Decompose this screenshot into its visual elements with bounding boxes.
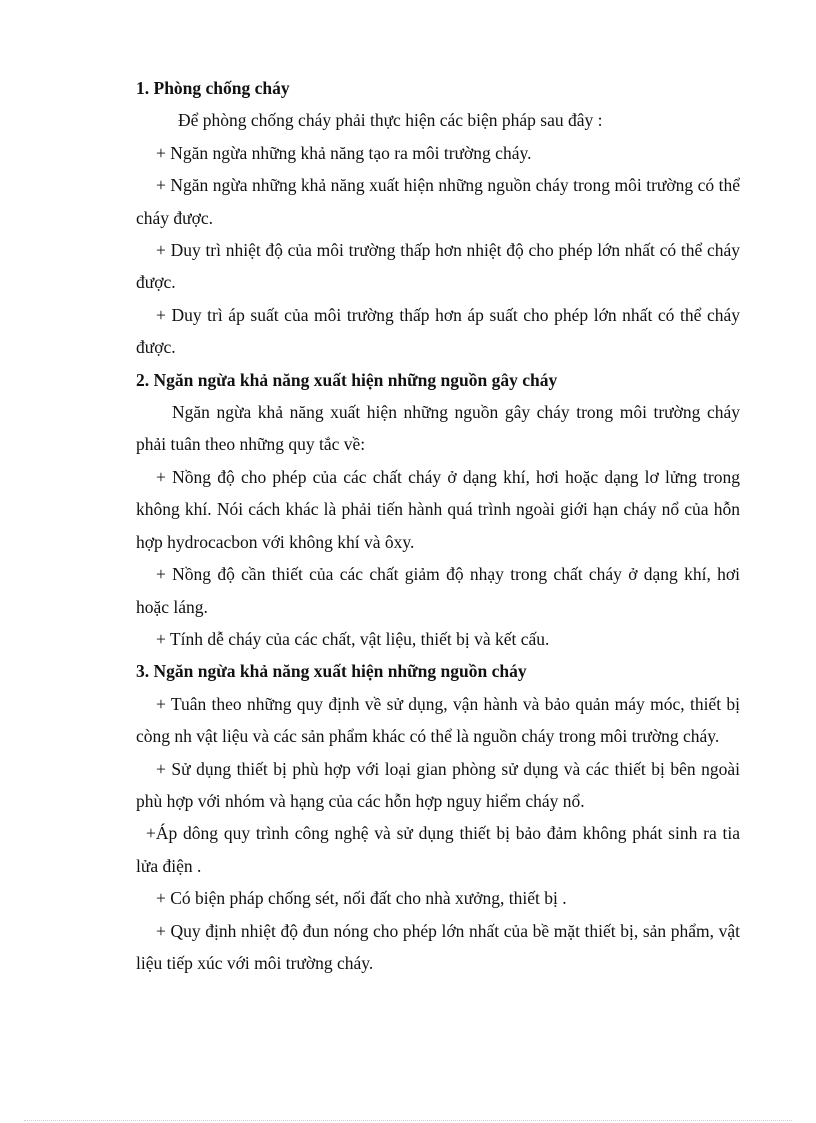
section-3-heading: 3. Ngăn ngừa khả năng xuất hiện những nguồn cháy <box>136 661 527 682</box>
section-2-item: + Nồng độ cho phép của các chất cháy ở dạng khí, hơi hoặc dạng lơ lửng trong không khí. Nói cách khác là phải tiến hành quá trình ngoài giới hạn cháy nổ của hỗn hợp hydrocacbon với không khí và ôxy. <box>136 466 740 552</box>
section-2-item: + Tính dễ cháy của các chất, vật liệu, thiết bị và kết cấu. <box>156 628 550 649</box>
document-body <box>136 72 740 979</box>
page-bottom-divider <box>24 1120 792 1121</box>
section-3-item: +Áp dông quy trình công nghệ và sử dụng thiết bị bảo đảm không phát sinh ra tia lửa điện . <box>136 823 740 876</box>
section-1-item: + Duy trì áp suất của môi trường thấp hơn áp suất cho phép lớn nhất có thể cháy được. <box>136 304 740 358</box>
section-3-item: + Quy định nhiệt độ đun nóng cho phép lớn nhất của bề mặt thiết bị, sản phẩm, vật liệu tiếp xúc với môi trường cháy. <box>136 920 740 973</box>
section-1-intro: Để phòng chống cháy phải thực hiện các biện pháp sau đây : <box>178 110 603 131</box>
section-2-heading: 2. Ngăn ngừa khả năng xuất hiện những nguồn gây cháy <box>136 369 558 390</box>
section-1-item: + Ngăn ngừa những khả năng xuất hiện những nguồn cháy trong môi trường có thể cháy được. <box>136 175 740 228</box>
section-1-item: + Ngăn ngừa những khả năng tạo ra môi trường cháy. <box>156 142 532 163</box>
section-3-item: + Tuân theo những quy định về sử dụng, vận hành và bảo quản máy móc, thiết bị còng nh vật liệu và các sản phẩm khác có thể là nguồn cháy trong môi trường cháy. <box>136 693 740 747</box>
section-1-heading: 1. Phòng chống cháy <box>136 78 290 98</box>
section-2-item: + Nồng độ cần thiết của các chất giảm độ nhạy trong chất cháy ở dạng khí, hơi hoặc láng. <box>136 564 740 617</box>
section-1-item: + Duy trì nhiệt độ của môi trường thấp hơn nhiệt độ cho phép lớn nhất có thể cháy được. <box>136 240 740 293</box>
section-2-intro: Ngăn ngừa khả năng xuất hiện những nguồn gây cháy trong môi trường cháy phải tuân theo những quy tắc về: <box>136 402 740 455</box>
section-3-item: + Sử dụng thiết bị phù hợp với loại gian phòng sử dụng và các thiết bị bên ngoài phù hợp với nhóm và hạng của các hỗn hợp nguy hiểm cháy nổ. <box>136 758 740 811</box>
section-3-item: + Có biện pháp chống sét, nối đất cho nhà xưởng, thiết bị . <box>156 888 567 909</box>
